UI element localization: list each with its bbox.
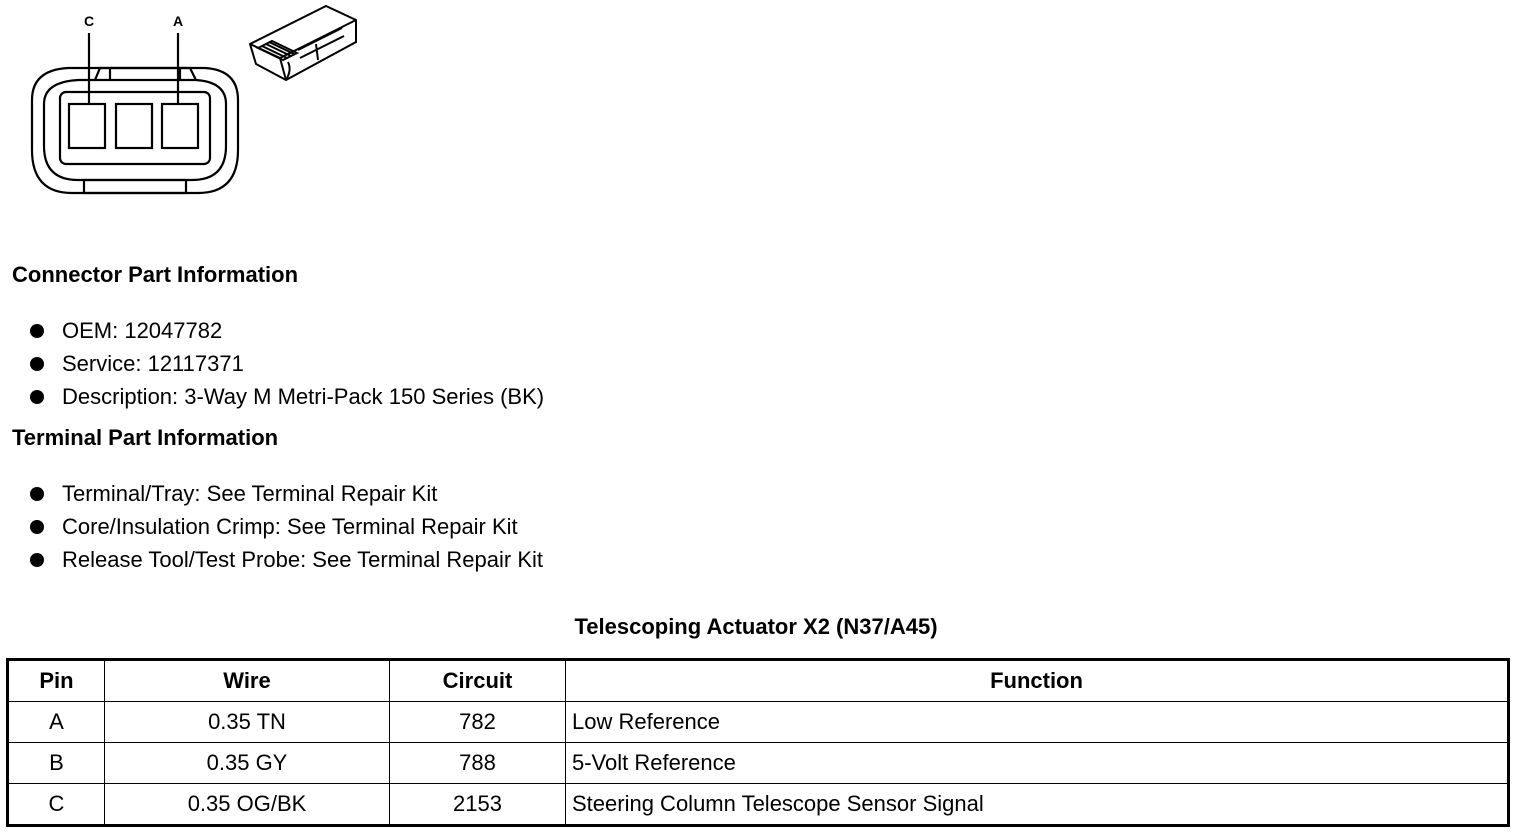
header-circuit: Circuit <box>390 660 566 702</box>
cell-wire: 0.35 OG/BK <box>105 784 390 826</box>
bullet-icon <box>30 390 44 404</box>
pin-label-c: C <box>83 13 95 29</box>
list-item <box>28 510 543 543</box>
connector-part-info-heading: Connector Part Information <box>12 262 299 287</box>
bullet-icon <box>30 487 44 501</box>
table-row <box>8 743 1509 784</box>
table-title: Telescoping Actuator X2 (N37/A45) <box>574 614 938 639</box>
cell-pin: B <box>8 743 105 784</box>
list-item-text: Release Tool/Test Probe: See Terminal Repair Kit <box>62 547 543 572</box>
terminal-part-info-heading: Terminal Part Information <box>12 425 279 450</box>
list-item-text: OEM: 12047782 <box>62 318 223 343</box>
list-item <box>28 543 543 576</box>
header-pin: Pin <box>8 660 105 702</box>
cell-function: Steering Column Telescope Sensor Signal <box>566 784 1509 826</box>
cell-circuit: 2153 <box>390 784 566 826</box>
connector-face <box>32 68 238 193</box>
cell-pin: C <box>8 784 105 826</box>
pin-table <box>6 658 1510 827</box>
terminal-part-info-list <box>28 477 543 576</box>
cell-function: 5-Volt Reference <box>566 743 1509 784</box>
list-item <box>28 314 544 347</box>
connector-part-info-list <box>28 314 544 413</box>
bullet-icon <box>30 324 44 338</box>
bullet-icon <box>30 520 44 534</box>
cell-circuit: 782 <box>390 702 566 743</box>
bullet-icon <box>30 553 44 567</box>
cell-circuit: 788 <box>390 743 566 784</box>
list-item <box>28 380 544 413</box>
connector-3d-view <box>250 6 356 80</box>
connector-diagram <box>0 0 380 210</box>
list-item-text: Service: 12117371 <box>62 351 244 376</box>
cell-pin: A <box>8 702 105 743</box>
cell-wire: 0.35 GY <box>105 743 390 784</box>
bullet-icon <box>30 357 44 371</box>
cell-wire: 0.35 TN <box>105 702 390 743</box>
header-wire: Wire <box>105 660 390 702</box>
list-item-text: Terminal/Tray: See Terminal Repair Kit <box>62 481 438 506</box>
table-row <box>8 784 1509 826</box>
cell-function: Low Reference <box>566 702 1509 743</box>
table-row <box>8 702 1509 743</box>
table-header-row <box>8 660 1509 702</box>
list-item <box>28 477 543 510</box>
pin-label-a: A <box>172 13 184 29</box>
list-item <box>28 347 544 380</box>
header-function: Function <box>566 660 1509 702</box>
list-item-text: Description: 3-Way M Metri-Pack 150 Series (BK) <box>62 384 545 409</box>
list-item-text: Core/Insulation Crimp: See Terminal Repair Kit <box>62 514 518 539</box>
